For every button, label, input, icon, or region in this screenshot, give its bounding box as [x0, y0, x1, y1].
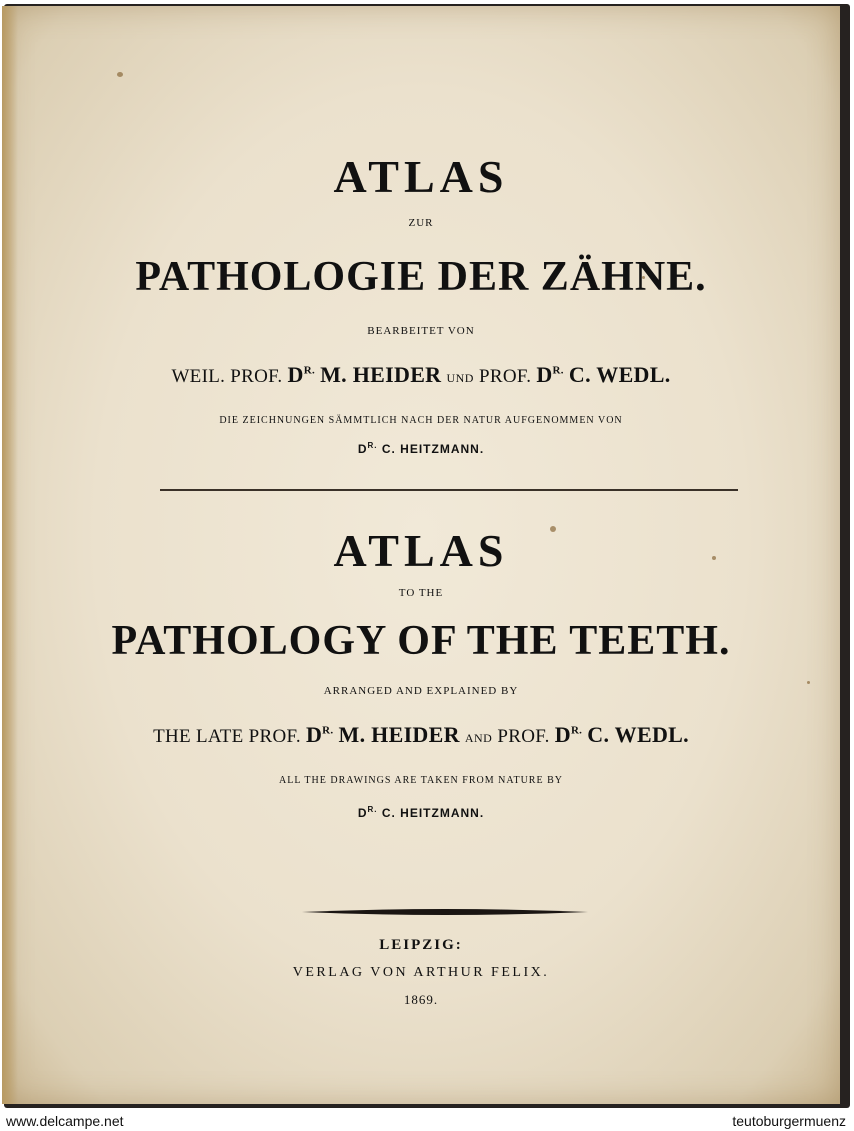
- author-conjunction: UND: [446, 371, 474, 385]
- english-title: PATHOLOGY OF THE TEETH.: [111, 618, 731, 664]
- author-prefix: THE LATE PROF.: [153, 726, 301, 747]
- german-illustrator: $D^{R.}$ C. HEITZMANN.: [357, 441, 485, 456]
- english-illustrator: $D^{R.}$ C. HEITZMANN.: [357, 805, 485, 820]
- doctor-abbrev: $D^{R.}$: [287, 362, 316, 387]
- author-prof: PROF.: [479, 366, 532, 387]
- imprint-year: 1869.: [403, 992, 439, 1007]
- illustrator-name: C. HEITZMANN.: [381, 806, 485, 820]
- imprint-city: LEIPZIG:: [379, 937, 463, 953]
- foxing-spot: [807, 681, 810, 684]
- english-atlas-heading: ATLAS: [333, 525, 509, 576]
- german-edited-by: BEARBEITET VON: [367, 325, 475, 337]
- doctor-abbrev: $D^{R.}$: [536, 362, 564, 387]
- watermark-bar: [0, 1113, 854, 1131]
- author-prof: PROF.: [497, 726, 550, 747]
- foxing-spot: [117, 72, 123, 77]
- author-name-heider: M. HEIDER: [320, 362, 442, 387]
- english-to-the: TO THE: [398, 587, 444, 599]
- doctor-abbrev: $D^{R.}$: [305, 722, 334, 747]
- author-name-heider: M. HEIDER: [338, 722, 460, 747]
- german-authors: [2, 364, 840, 386]
- author-conjunction: AND: [464, 731, 493, 745]
- english-authors: [2, 724, 840, 746]
- german-title: PATHOLOGIE DER ZÄHNE.: [135, 254, 707, 300]
- english-arranged-by: ARRANGED AND EXPLAINED BY: [323, 685, 519, 697]
- doctor-abbrev: $D^{R.}$: [554, 722, 583, 747]
- illustrator-name: C. HEITZMANN.: [381, 442, 485, 456]
- watermark-right: teutoburgermuenz: [732, 1113, 846, 1129]
- author-name-wedl: C. WEDL.: [587, 722, 689, 747]
- watermark-left: www.delcampe.net: [6, 1113, 124, 1129]
- german-zur: ZUR: [408, 217, 434, 229]
- author-name-wedl: C. WEDL.: [568, 362, 671, 387]
- ornamental-swell-rule: [302, 908, 588, 916]
- english-drawings-note: ALL THE DRAWINGS ARE TAKEN FROM NATURE BY: [279, 775, 563, 786]
- german-drawings-note: DIE ZEICHNUNGEN SÄMMTLICH NACH DER NATUR AUFGENOMMEN VON: [219, 415, 623, 426]
- author-prefix: WEIL. PROF.: [171, 366, 283, 387]
- section-divider: [160, 489, 738, 491]
- title-page: [2, 6, 840, 1104]
- german-atlas-heading: ATLAS: [333, 151, 509, 202]
- imprint-publisher: VERLAG VON ARTHUR FELIX.: [292, 965, 550, 980]
